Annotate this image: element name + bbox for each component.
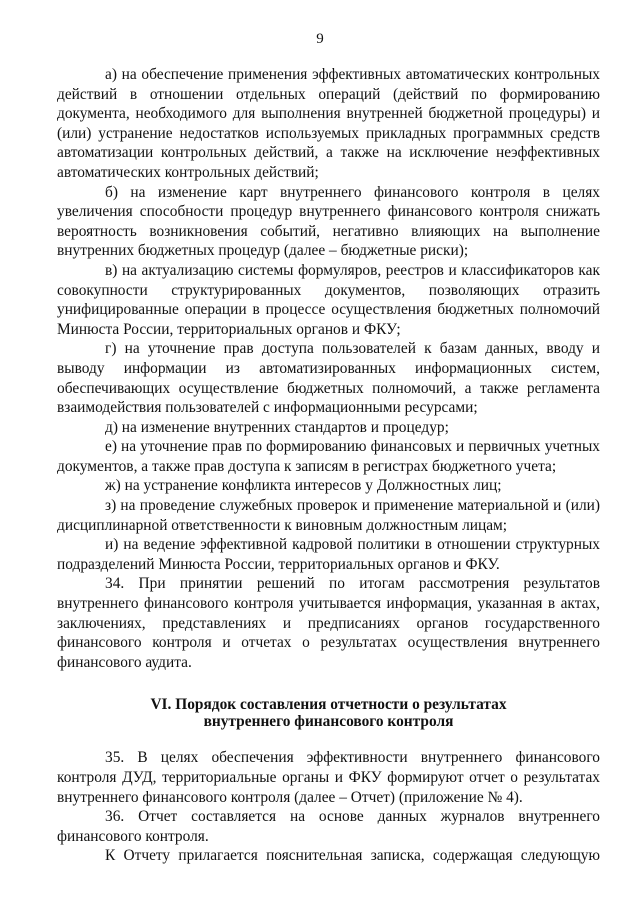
paragraph-attachment: К Отчету прилагается пояснительная записка, содержащая следующую: [105, 847, 600, 865]
paragraph-v: в) на актуализацию системы формуляров, реестров и классификаторов как совокупности структурированных документов, позволяющих отразить унифицированные операции в процессе осуществления бюджетных полномочий Минюста России, территориальных органов и ФКУ;: [57, 261, 600, 338]
section-heading-line1: VI. Порядок составления отчетности о результатах: [150, 696, 507, 714]
paragraph-d: д) на изменение внутренних стандартов и процедур;: [105, 418, 449, 436]
paragraph-i: и) на ведение эффективной кадровой политики в отношении структурных подразделений Минюста России, территориальных органов и ФКУ.: [57, 536, 600, 573]
paragraph-g: г) на уточнение прав доступа пользователей к базам данных, вводу и выводу информации из автоматизированных информационных систем, обеспечивающих осуществление бюджетных полномочий, а также регламента взаимодействия пользователей с информационными ресурсами;: [57, 340, 600, 417]
document-body: [57, 65, 600, 866]
paragraph-b: б) на изменение карт внутреннего финансового контроля в целях увеличения способности процедур внутреннего финансового контроля снижать вероятность возникновения событий, негативно влияющих на выполнение внутренних бюджетных процедур (далее – бюджетные риски);: [57, 183, 600, 260]
paragraph-36: 36. Отчет составляется на основе данных журналов внутреннего финансового контроля.: [57, 808, 600, 845]
paragraph-a: а) на обеспечение применения эффективных автоматических контрольных действий в отношении отдельных операций (действий по формированию документа, необходимого для выполнения внутренней бюджетной процедуры) и (или) устранение недостатков используемых прикладных программных средств автоматизации контрольных действий, а также на исключение неэффективных автоматических контрольных действий;: [57, 66, 600, 181]
section-heading: [57, 696, 600, 730]
section-heading-line2: внутреннего финансового контроля: [203, 713, 454, 731]
paragraph-35: 35. В целях обеспечения эффективности внутреннего финансового контроля ДУД, территориальные органы и ФКУ формируют отчет о результатах внутреннего финансового контроля (далее – Отчет) (приложение № 4).: [57, 749, 600, 806]
paragraph-zh: ж) на устранение конфликта интересов у Должностных лиц;: [105, 477, 502, 495]
page-number: 9: [316, 31, 324, 47]
paragraph-e: е) на уточнение прав по формированию финансовых и первичных учетных документов, а также прав доступа к записям в регистрах бюджетного учета;: [57, 438, 600, 475]
paragraph-34: 34. При принятии решений по итогам рассмотрения результатов внутреннего финансового контроля учитывается информация, указанная в актах, заключениях, представлениях и предписаниях органов государственного финансового контроля и отчетах о результатах осуществления внутреннего финансового аудита.: [57, 575, 600, 671]
paragraph-z: з) на проведение служебных проверок и применение материальной и (или) дисциплинарной ответственности к виновным должностным лицам;: [57, 497, 600, 534]
